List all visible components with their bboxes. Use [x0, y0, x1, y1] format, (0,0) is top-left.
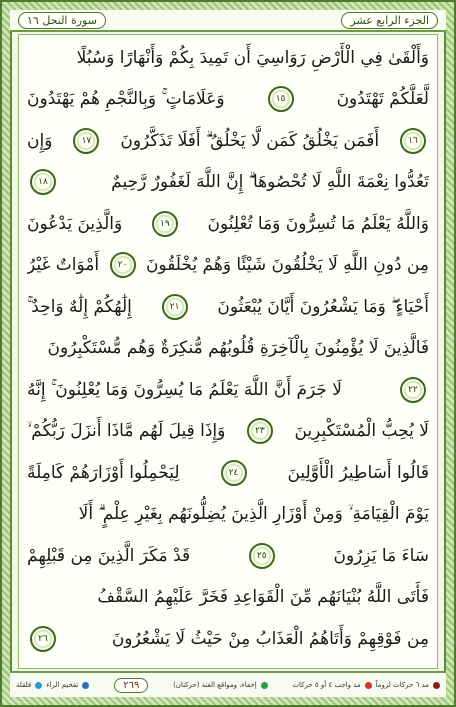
verse-line-10	[27, 411, 429, 453]
verse-text: وَالَّذِينَ يَدْعُونَ	[27, 213, 123, 234]
verse-text: فَأَتَى اللَّهُ بُنْيَانَهُم مِّنَ الْقَوَاعِدِ فَخَرَّ عَلَيْهِمُ السَّقْفُ	[97, 587, 429, 608]
ayah-number-marker: ٢٢	[400, 377, 426, 403]
verse-text: وَإِن	[27, 130, 53, 151]
tajweed-legend-mid	[173, 681, 268, 689]
ayah-number-marker: ١٥	[268, 86, 294, 112]
verse-text: فَالَّذِينَ لَا يُؤْمِنُونَ بِالْآخِرَةِ قُلُوبُهُم مُّنكِرَةٌ وَهُم مُّسْتَكْبِرُونَ	[47, 338, 429, 359]
verse-text: مِن دُونِ اللَّهِ لَا يَخْلُقُونَ شَيْئًا وَهُمْ يُخْلَقُونَ	[145, 255, 429, 276]
verse-line-9	[27, 369, 429, 411]
verse-line-2	[27, 79, 429, 121]
verse-text: لَا جَرَمَ أَنَّ اللَّهَ يَعْلَمُ مَا يُسِرُّونَ وَمَا يُعْلِنُونَ ۚ إِنَّهُ	[27, 379, 342, 400]
legend-swatch	[35, 682, 42, 689]
verse-text: قَالُوا أَسَاطِيرُ الْأَوَّلِينَ	[287, 462, 429, 483]
verse-text: أَفَمَن يَخْلُقُ كَمَن لَّا يَخْلُقُ ۗ أَفَلَا تَذَكَّرُونَ	[120, 130, 380, 151]
verse-line-12	[27, 494, 429, 536]
verse-line-4	[27, 162, 429, 204]
ayah-number-marker: ١٨	[30, 169, 56, 195]
juz-label: الجزء الرابع عشر	[341, 12, 438, 29]
page-number: ٢٦٩	[114, 678, 148, 693]
legend-text: مد ٦ حركات لزوماً	[375, 681, 429, 689]
legend-swatch	[261, 682, 268, 689]
ayah-number-marker: ٢١	[162, 294, 188, 320]
verse-text: لَّعَلَّكُمْ تَهْتَدُونَ	[336, 89, 429, 110]
legend-swatch	[365, 682, 372, 689]
verse-line-7	[27, 286, 429, 328]
ayah-number-marker: ١٩	[152, 211, 178, 237]
legend-text: إخفاء، ومواقع الغنة (حركتان)	[173, 681, 257, 689]
ayah-number-marker: ٢٠	[110, 252, 136, 278]
verse-line-3	[27, 120, 429, 162]
ayah-number-marker: ٢٤	[221, 460, 247, 486]
verse-text: لِيَحْمِلُوا أَوْزَارَهُمْ كَامِلَةً	[27, 462, 180, 483]
tajweed-legend-right	[292, 681, 440, 689]
legend-text: مد واجب ٤ أو ٥ حركات	[292, 681, 361, 689]
verse-text: مِن فَوْقِهِمْ وَأَتَاهُمُ الْعَذَابُ مِنْ حَيْثُ لَا يَشْعُرُونَ	[111, 628, 429, 649]
verse-line-15	[27, 618, 429, 660]
legend-text: تفخيم الراء	[46, 681, 79, 689]
verse-line-8	[27, 328, 429, 370]
verse-text: أَحْيَاءٍ ۖ وَمَا يَشْعُرُونَ أَيَّانَ يُبْعَثُونَ	[217, 296, 429, 317]
verse-line-6	[27, 245, 429, 287]
verse-text: وَعَلَامَاتٍ ۚ وَبِالنَّجْمِ هُمْ يَهْتَدُونَ	[27, 89, 225, 110]
verse-text: تَعُدُّوا نِعْمَةَ اللَّهِ لَا تُحْصُوهَا ۗ إِنَّ اللَّهَ لَغَفُورٌ رَّحِيمٌ	[111, 172, 429, 193]
verse-text: لَا يُحِبُّ الْمُسْتَكْبِرِينَ	[294, 421, 429, 442]
legend-swatch	[82, 682, 89, 689]
ayah-number-marker: ١٧	[73, 128, 99, 154]
verse-text: قَدْ مَكَرَ الَّذِينَ مِن قَبْلِهِمْ	[27, 545, 191, 566]
page-header	[10, 10, 446, 32]
verse-line-11	[27, 452, 429, 494]
verse-text: إِلَٰهُكُمْ إِلَٰهٌ وَاحِدٌ ۚ	[27, 296, 132, 317]
ayah-number-marker: ٢٥	[249, 543, 275, 569]
legend-text: قلقلة	[16, 681, 32, 689]
verse-line-1	[27, 37, 429, 79]
ayah-number-marker: ٢٦	[30, 626, 56, 652]
verse-text: يَوْمَ الْقِيَامَةِ ۙ وَمِنْ أَوْزَارِ الَّذِينَ يُضِلُّونَهُم بِغَيْرِ عِلْمٍ ۗ أَلَا	[78, 504, 429, 525]
page-footer	[10, 671, 446, 697]
ayah-number-marker: ٢٣	[247, 418, 273, 444]
surah-label: سورة النحل ١٦	[18, 12, 106, 29]
verse-text: سَاءَ مَا يَزِرُونَ	[333, 545, 429, 566]
verse-text: وَاللَّهُ يَعْلَمُ مَا تُسِرُّونَ وَمَا تُعْلِنُونَ	[207, 213, 429, 234]
verse-line-13	[27, 535, 429, 577]
verse-text: وَإِذَا قِيلَ لَهُم مَّاذَا أَنزَلَ رَبُّكُمْ ۙ	[27, 421, 226, 442]
ayah-number-marker: ١٦	[400, 128, 426, 154]
verse-text: وَأَلْقَىٰ فِي الْأَرْضِ رَوَاسِيَ أَن تَمِيدَ بِكُمْ وَأَنْهَارًا وَسُبُلًا	[76, 47, 429, 68]
verse-line-5	[27, 203, 429, 245]
verse-line-14	[27, 577, 429, 619]
quran-page-body	[18, 34, 438, 669]
verse-text: أَمْوَاتٌ غَيْرُ	[27, 255, 100, 276]
tajweed-legend-left	[16, 681, 89, 689]
legend-swatch	[433, 682, 440, 689]
